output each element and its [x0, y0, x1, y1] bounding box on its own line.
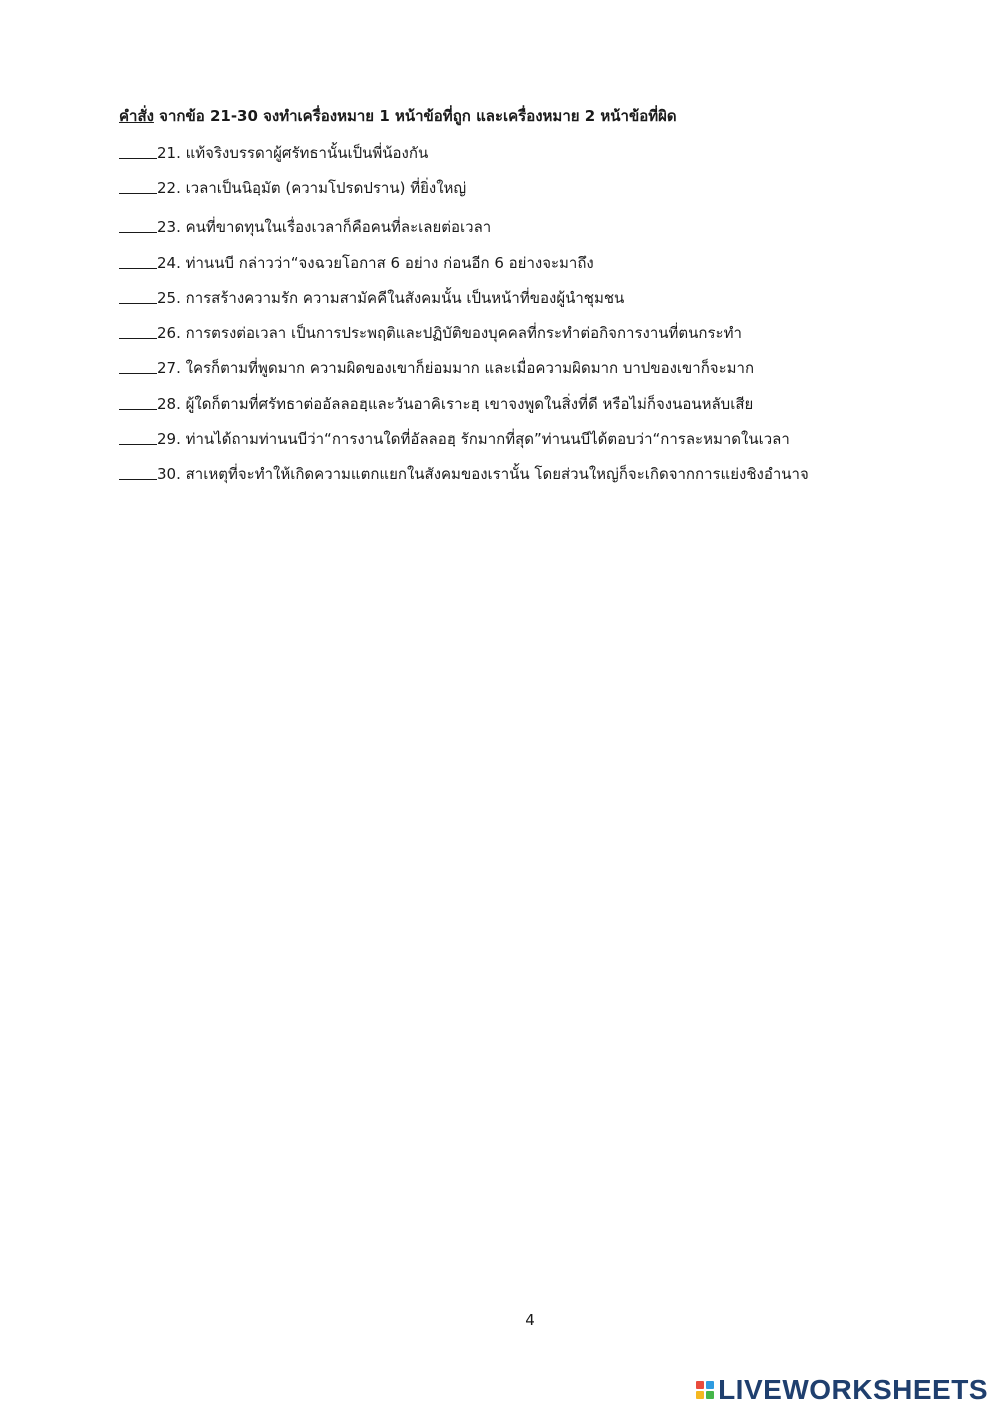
question-row	[119, 425, 790, 449]
answer-blank[interactable]	[119, 231, 157, 233]
question-row	[119, 174, 466, 198]
brand-name: LIVEWORKSHEETS	[718, 1374, 988, 1405]
question-row	[119, 213, 491, 237]
question-row	[119, 249, 594, 273]
brand-square-icon	[696, 1391, 704, 1399]
question-row	[119, 139, 428, 163]
question-text: 30. สาเหตุที่จะทำให้เกิดความแตกแยกในสังคมของเรานั้น โดยส่วนใหญ่ก็จะเกิดจากการแย่งชิงอำนาจ	[157, 465, 809, 483]
answer-blank[interactable]	[119, 337, 157, 339]
question-text: 22. เวลาเป็นนิอฺมัต (ความโปรดปราน) ที่ยิ่งใหญ่	[157, 179, 467, 197]
answer-blank[interactable]	[119, 267, 157, 269]
brand-square-icon	[706, 1381, 714, 1389]
answer-blank[interactable]	[119, 408, 157, 410]
instruction-label: คำสั่ง	[119, 107, 154, 125]
instruction-text: จากข้อ 21-30 จงทำเครื่องหมาย 1 หน้าข้อที่ถูก และเครื่องหมาย 2 หน้าข้อที่ผิด	[153, 107, 677, 125]
question-row	[119, 460, 809, 484]
answer-blank[interactable]	[119, 372, 157, 374]
brand-square-icon	[696, 1381, 704, 1389]
answer-blank[interactable]	[119, 192, 157, 194]
liveworksheets-logo	[696, 1374, 988, 1406]
brand-icon	[696, 1381, 714, 1399]
question-text: 25. การสร้างความรัก ความสามัคคีในสังคมนั้น เป็นหน้าที่ของผู้นำชุมชน	[157, 289, 625, 307]
answer-blank[interactable]	[119, 443, 157, 445]
question-row	[119, 354, 754, 378]
question-text: 27. ใครก็ตามที่พูดมาก ความผิดของเขาก็ย่อมมาก และเมื่อความผิดมาก บาปของเขาก็จะมาก	[157, 359, 755, 377]
question-text: 24. ท่านนบี กล่าวว่า“จงฉวยโอกาส 6 อย่าง ก่อนอีก 6 อย่างจะมาถึง	[157, 254, 594, 272]
answer-blank[interactable]	[119, 478, 157, 480]
question-text: 26. การตรงต่อเวลา เป็นการประพฤติและปฏิบัติของบุคคลที่กระทำต่อกิจการงานที่ตนกระทำ	[157, 324, 742, 342]
answer-blank[interactable]	[119, 302, 157, 304]
question-text: 29. ท่านได้ถามท่านนบีว่า“การงานใดที่อัลลอฮฺ รักมากที่สุด”ท่านนบีได้ตอบว่า“การละหมาดในเวลา	[157, 430, 790, 448]
question-row	[119, 390, 753, 414]
page-number: 4	[525, 1311, 535, 1329]
answer-blank[interactable]	[119, 157, 157, 159]
question-row	[119, 319, 742, 343]
instruction-line	[119, 104, 677, 128]
question-row	[119, 284, 624, 308]
question-text: 21. แท้จริงบรรดาผู้ศรัทธานั้นเป็นพี่น้องกัน	[157, 144, 429, 162]
question-text: 28. ผู้ใดก็ตามที่ศรัทธาต่ออัลลอฮฺและวันอาคิเราะฮฺ เขาจงพูดในสิ่งที่ดี หรือไม่ก็จงนอนหลับเสีย	[157, 395, 754, 413]
question-text: 23. คนที่ขาดทุนในเรื่องเวลาก็คือคนที่ละเลยต่อเวลา	[157, 218, 492, 236]
brand-square-icon	[706, 1391, 714, 1399]
